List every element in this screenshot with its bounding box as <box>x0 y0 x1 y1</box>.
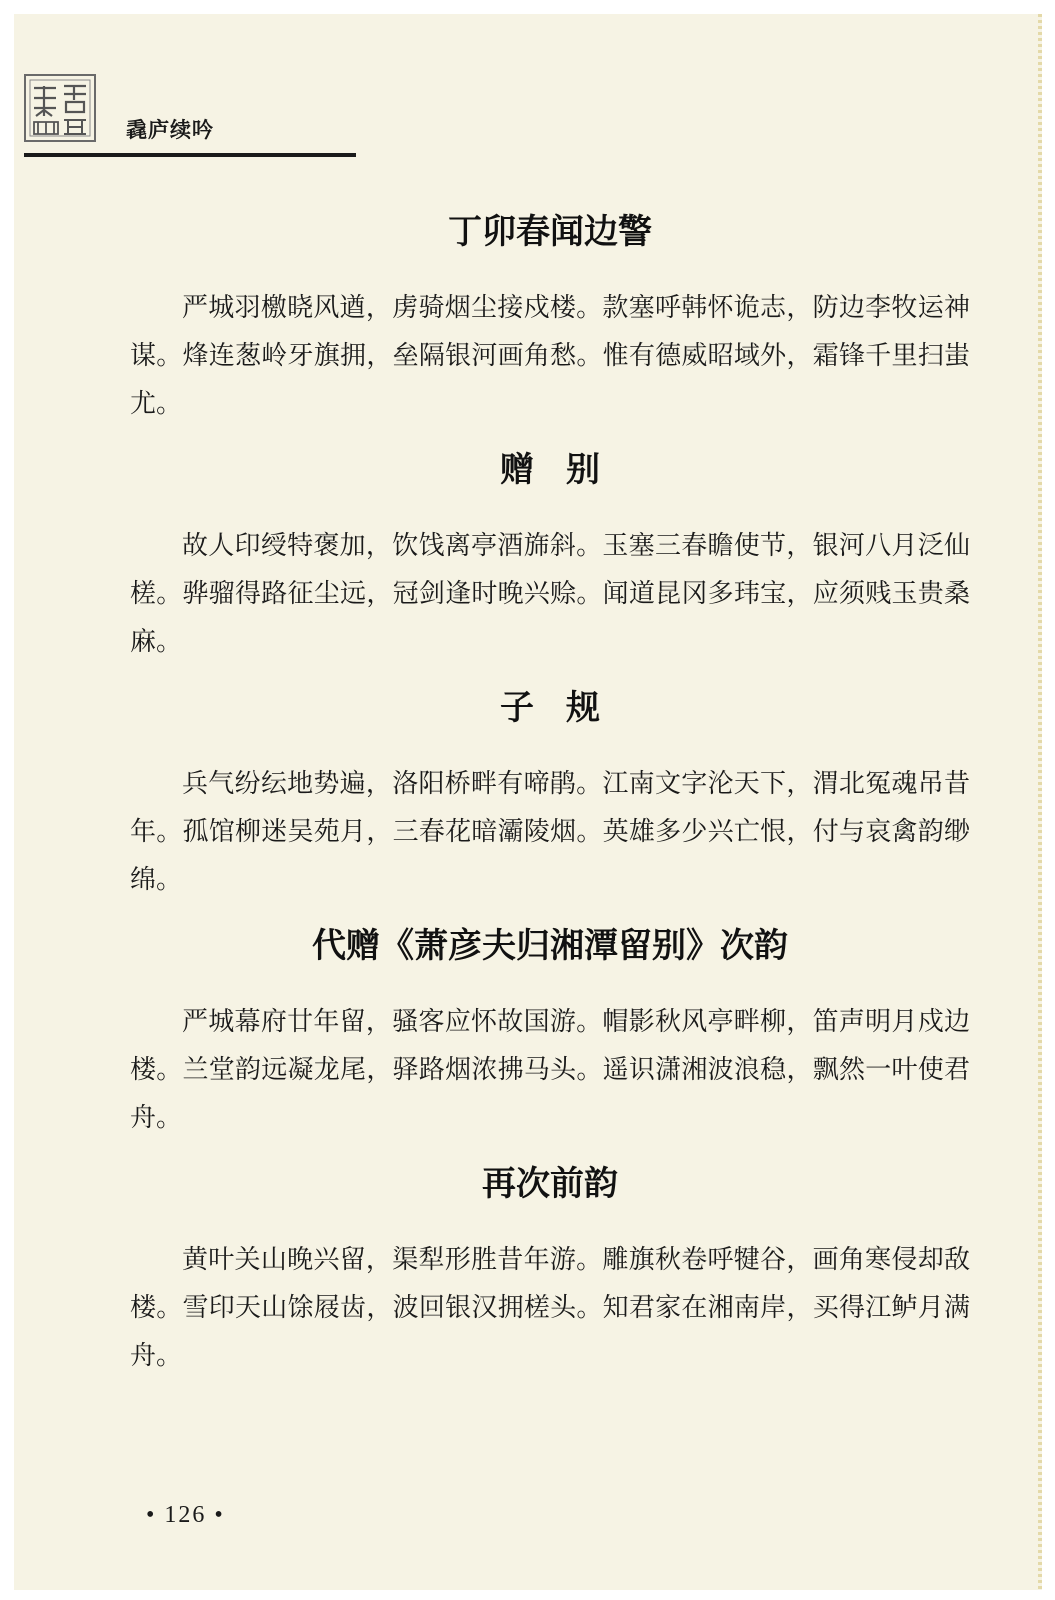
poem-body: 兵气纷纭地势遍，洛阳桥畔有啼鹃。江南文字沦天下，渭北冤魂吊昔年。孤馆柳迷吴苑月，三春花暗灞陵烟。英雄多少兴亡恨，付与哀禽韵缈绵。 <box>130 769 970 895</box>
poem <box>130 688 970 904</box>
seal-stamp-icon <box>22 72 98 144</box>
poem <box>130 926 970 1142</box>
header-rule <box>24 153 356 157</box>
poem-title: 丁卯春闻边警 <box>448 212 652 252</box>
poem <box>130 450 970 666</box>
poem-title: 赠别 <box>500 450 632 490</box>
poem-body: 故人印绶特褒加，饮饯离亭酒旆斜。玉塞三春瞻使节，银河八月泛仙槎。骅骝得路征尘远，冠剑逢时晚兴赊。闻道昆冈多玮宝，应须贱玉贵桑麻。 <box>130 531 970 657</box>
poem-body: 严城幕府廿年留，骚客应怀故国游。帽影秋风亭畔柳，笛声明月戍边楼。兰堂韵远凝龙尾，驿路烟浓拂马头。遥识潇湘波浪稳，飘然一叶使君舟。 <box>130 1007 970 1133</box>
poems-content <box>130 212 970 1402</box>
running-header <box>14 14 374 164</box>
book-page <box>14 14 1042 1590</box>
poem <box>130 1164 970 1380</box>
poem-body: 黄叶关山晚兴留，渠犁形胜昔年游。雕旗秋卷呼犍谷，画角寒侵却敌楼。雪印天山馀屐齿，波回银汉拥槎头。知君家在湘南岸，买得江鲈月满舟。 <box>130 1245 970 1371</box>
book-title: 毳庐续吟 <box>126 118 214 142</box>
poem-title: 再次前韵 <box>482 1164 618 1204</box>
poem-body: 严城羽檄晓风遒，虏骑烟尘接戍楼。款塞呼韩怀诡志，防边李牧运神谋。烽连葱岭牙旗拥，垒隔银河画角愁。惟有德威昭域外，霜锋千里扫蚩尤。 <box>130 293 970 419</box>
page-edge <box>1038 14 1042 1590</box>
poem <box>130 212 970 428</box>
page-number: • 126 • <box>146 1502 225 1528</box>
poem-title: 代赠《萧彦夫归湘潭留别》次韵 <box>312 926 788 966</box>
poem-title: 子规 <box>500 688 632 728</box>
